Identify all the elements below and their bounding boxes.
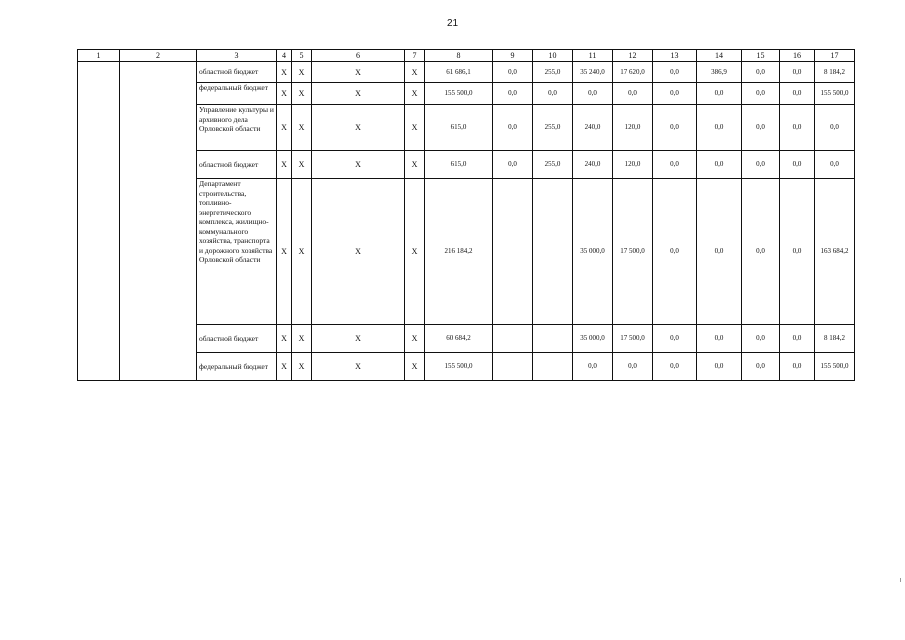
cell: 0,0 [653, 151, 697, 179]
cell: 0,0 [493, 151, 533, 179]
cell: Х [277, 105, 292, 151]
funding-source: федеральный бюджет [197, 83, 277, 105]
cell: 17 620,0 [613, 62, 653, 83]
cell: 0,0 [613, 353, 653, 381]
funding-source: федеральный бюджет [197, 353, 277, 381]
budget-table [77, 49, 855, 381]
cell: 0,0 [653, 83, 697, 105]
cell: 0,0 [742, 83, 780, 105]
cell: Х [312, 353, 405, 381]
funding-source: Департамент строительства, топливно-энергетического комплекса, жилищно-коммунального хозяйства, транспорта и дорожного хозяйства Орловской области [197, 179, 277, 325]
cell: 0,0 [742, 179, 780, 325]
cell: Х [405, 325, 425, 353]
cell: 0,0 [780, 325, 815, 353]
header-cell: 1 [78, 50, 120, 62]
cell: 163 684,2 [815, 179, 855, 325]
funding-source: областной бюджет [197, 151, 277, 179]
header-cell: 16 [780, 50, 815, 62]
cell: 0,0 [780, 151, 815, 179]
cell: 35 000,0 [573, 179, 613, 325]
table-row [78, 62, 855, 83]
funding-source: Управление культуры и архивного дела Орловской области [197, 105, 277, 151]
cell: 0,0 [697, 105, 742, 151]
cell: 615,0 [425, 105, 493, 151]
cell [533, 325, 573, 353]
cell: 0,0 [533, 83, 573, 105]
cell: 8 184,2 [815, 325, 855, 353]
header-cell: 12 [613, 50, 653, 62]
cell: Х [405, 62, 425, 83]
cell: 155 500,0 [425, 83, 493, 105]
cell: 0,0 [653, 179, 697, 325]
cell: Х [312, 105, 405, 151]
cell: 0,0 [653, 353, 697, 381]
header-cell: 5 [292, 50, 312, 62]
cell: Х [292, 151, 312, 179]
cell: 120,0 [613, 151, 653, 179]
cell: 0,0 [653, 105, 697, 151]
cell: 0,0 [493, 83, 533, 105]
cell: 0,0 [742, 105, 780, 151]
header-cell: 10 [533, 50, 573, 62]
cell: Х [292, 179, 312, 325]
cell: 0,0 [493, 105, 533, 151]
cell: Х [277, 62, 292, 83]
cell: 255,0 [533, 105, 573, 151]
cell: 386,9 [697, 62, 742, 83]
cell: 0,0 [815, 105, 855, 151]
cell: Х [405, 353, 425, 381]
cell: 0,0 [697, 325, 742, 353]
header-cell: 17 [815, 50, 855, 62]
cell: 35 000,0 [573, 325, 613, 353]
cell: Х [292, 62, 312, 83]
cell: 0,0 [613, 83, 653, 105]
cell: Х [405, 179, 425, 325]
cell: 0,0 [653, 325, 697, 353]
header-cell: 9 [493, 50, 533, 62]
cell: Х [405, 105, 425, 151]
header-cell: 14 [697, 50, 742, 62]
cell: 0,0 [697, 179, 742, 325]
cell: 155 500,0 [815, 353, 855, 381]
scan-mark [900, 578, 901, 582]
cell: Х [277, 325, 292, 353]
cell: Х [292, 105, 312, 151]
cell: Х [312, 151, 405, 179]
cell [533, 353, 573, 381]
cell: Х [312, 325, 405, 353]
header-cell: 7 [405, 50, 425, 62]
cell: 0,0 [742, 325, 780, 353]
cell: 0,0 [697, 83, 742, 105]
cell: 0,0 [780, 353, 815, 381]
cell: 0,0 [742, 151, 780, 179]
cell: 17 500,0 [613, 325, 653, 353]
cell: 240,0 [573, 105, 613, 151]
cell: 61 686,1 [425, 62, 493, 83]
header-row [78, 50, 855, 62]
cell: 255,0 [533, 151, 573, 179]
cell: Х [277, 353, 292, 381]
cell: Х [312, 83, 405, 105]
cell: 8 184,2 [815, 62, 855, 83]
cell: 155 500,0 [815, 83, 855, 105]
cell: Х [292, 83, 312, 105]
cell: 35 240,0 [573, 62, 613, 83]
header-cell: 13 [653, 50, 697, 62]
cell: 0,0 [493, 62, 533, 83]
cell: 155 500,0 [425, 353, 493, 381]
cell [493, 325, 533, 353]
header-cell: 4 [277, 50, 292, 62]
cell [493, 353, 533, 381]
cell: 0,0 [780, 179, 815, 325]
cell: Х [405, 83, 425, 105]
header-cell: 15 [742, 50, 780, 62]
cell: 0,0 [742, 353, 780, 381]
funding-source: областной бюджет [197, 325, 277, 353]
cell: 0,0 [815, 151, 855, 179]
cell: 0,0 [573, 353, 613, 381]
cell-col1-merged [78, 62, 120, 381]
header-cell: 3 [197, 50, 277, 62]
cell: 0,0 [780, 83, 815, 105]
cell: 60 684,2 [425, 325, 493, 353]
cell: Х [292, 325, 312, 353]
cell: 255,0 [533, 62, 573, 83]
cell: 0,0 [697, 151, 742, 179]
cell: Х [312, 179, 405, 325]
cell: Х [277, 83, 292, 105]
header-cell: 6 [312, 50, 405, 62]
cell: 216 184,2 [425, 179, 493, 325]
page-number: 21 [446, 18, 459, 29]
cell: 0,0 [697, 353, 742, 381]
cell: 0,0 [573, 83, 613, 105]
header-cell: 2 [120, 50, 197, 62]
header-cell: 8 [425, 50, 493, 62]
cell: 0,0 [780, 105, 815, 151]
cell: Х [312, 62, 405, 83]
cell [533, 179, 573, 325]
cell: 120,0 [613, 105, 653, 151]
funding-source: областной бюджет [197, 62, 277, 83]
cell [493, 179, 533, 325]
cell: 240,0 [573, 151, 613, 179]
cell: 0,0 [653, 62, 697, 83]
header-cell: 11 [573, 50, 613, 62]
cell: Х [292, 353, 312, 381]
cell: 17 500,0 [613, 179, 653, 325]
cell: Х [277, 151, 292, 179]
cell: 0,0 [780, 62, 815, 83]
cell: 0,0 [742, 62, 780, 83]
cell-col2-merged [120, 62, 197, 381]
cell: 615,0 [425, 151, 493, 179]
cell: Х [277, 179, 292, 325]
cell: Х [405, 151, 425, 179]
